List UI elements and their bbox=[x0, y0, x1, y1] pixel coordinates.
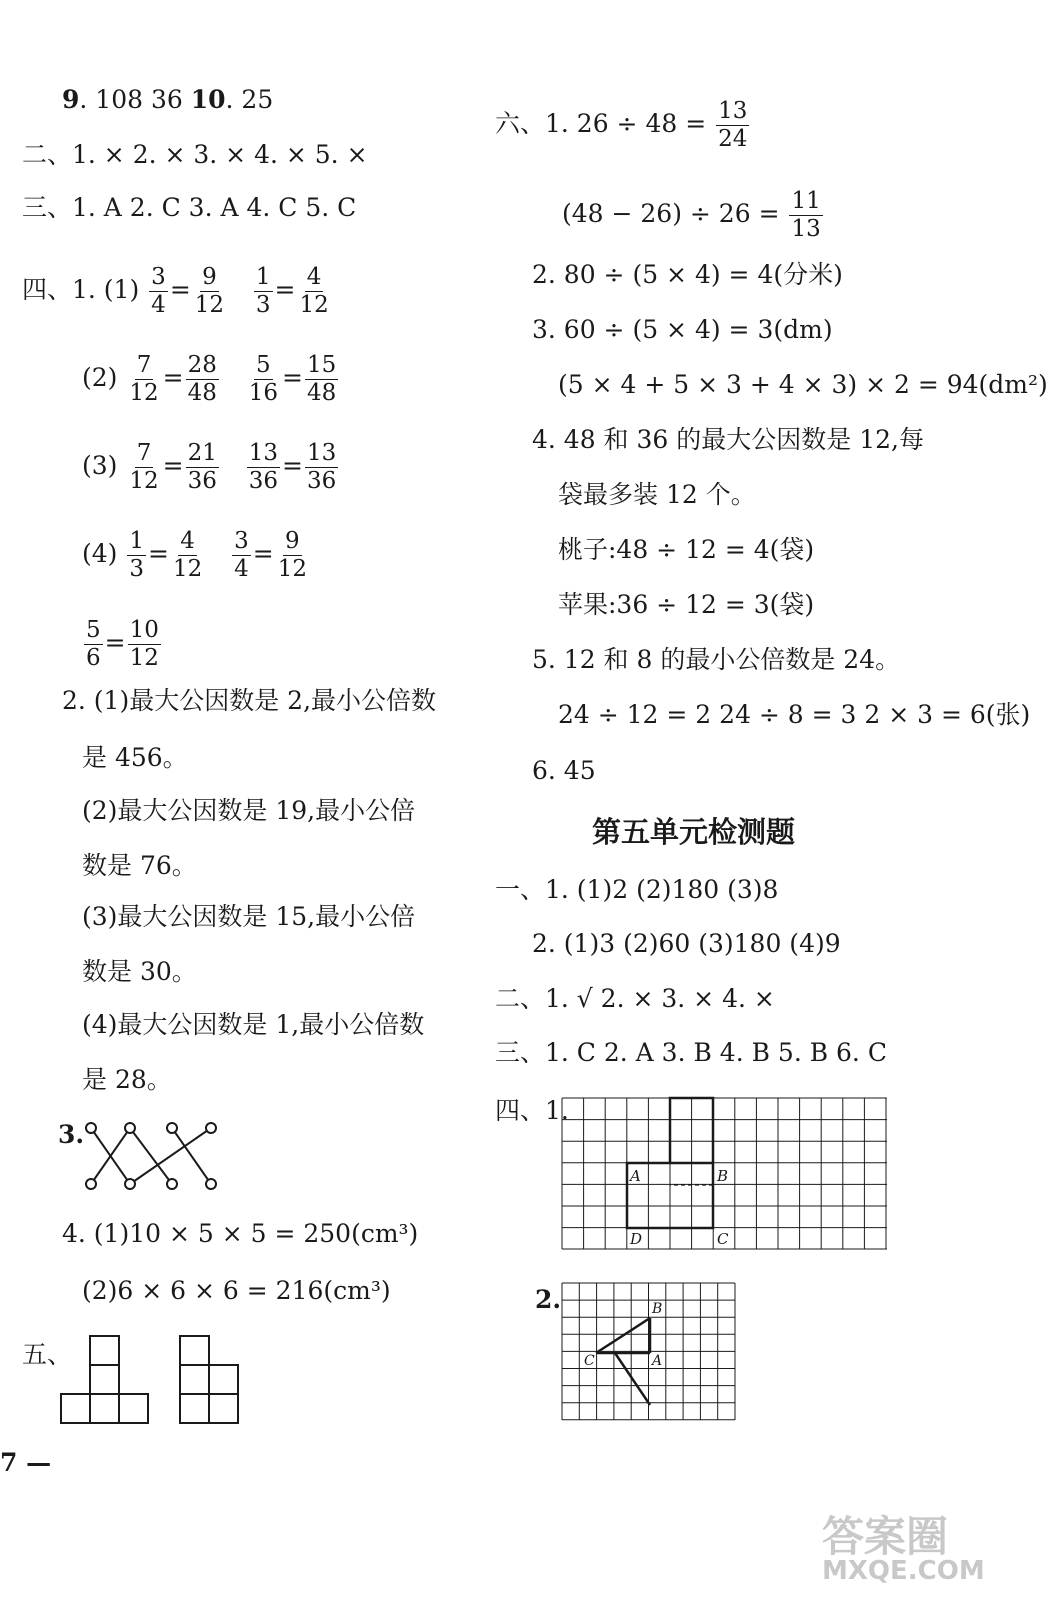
u5-section-1-q2: 2. (1)3 (2)60 (3)180 (4)9 bbox=[532, 929, 841, 958]
fraction: $\frac{5}{6}$ bbox=[86, 617, 101, 671]
q2-1-line-a: 2. (1)最大公因数是 2,最小公倍数 bbox=[62, 686, 437, 715]
fraction: $\frac{11}{13}$ bbox=[791, 188, 821, 242]
watermark-url: MXQE.COM bbox=[822, 1556, 985, 1586]
line-9-10: 9. 108 36 10. 25 bbox=[62, 85, 274, 114]
q4-volume-2: (2)6 × 6 × 6 = 216(cm³) bbox=[82, 1276, 391, 1305]
section-title: 第五单元检测题 bbox=[592, 815, 796, 849]
section-3-answers: 三、1. A 2. C 3. A 4. C 5. C bbox=[22, 193, 357, 222]
q2-1-line-b: 是 456。 bbox=[82, 743, 188, 772]
q4-5-line: $\frac{5}{6}$ = $\frac{10}{12}$ bbox=[86, 617, 159, 671]
fraction: $\frac{10}{12}$ bbox=[129, 617, 159, 671]
fraction: $\frac{3}{4}$ bbox=[234, 528, 249, 582]
point-label-B: B bbox=[717, 1167, 729, 1185]
fraction: $\frac{9}{12}$ bbox=[194, 264, 225, 318]
fraction: $\frac{1}{3}$ bbox=[129, 528, 145, 582]
fraction: $\frac{13}{36}$ bbox=[306, 440, 337, 494]
point-label-A: A bbox=[652, 1353, 663, 1369]
fraction: $\frac{7}{12}$ bbox=[129, 440, 159, 494]
u5-section-4-q2-label: 2. bbox=[535, 1285, 562, 1314]
u5-section-3: 三、1. C 2. A 3. B 4. B 5. B 6. C bbox=[495, 1038, 887, 1067]
cube-views-diagram bbox=[60, 1336, 250, 1428]
q2-4-line-b: 是 28。 bbox=[82, 1065, 172, 1094]
q4-4-line: (4) $\frac{1}{3}$ = $\frac{4}{12}$ $\frac{3}{4}$ = $\frac{9}{12}$ bbox=[82, 528, 307, 582]
r-q3-line: 3. 60 ÷ (5 × 4) = 3(dm) bbox=[532, 315, 833, 344]
page-number: 7 — bbox=[0, 1448, 52, 1477]
r-q4-line-d: 苹果:36 ÷ 12 = 3(袋) bbox=[558, 590, 815, 619]
fraction: $\frac{7}{12}$ bbox=[129, 352, 159, 406]
r-q6-line: 6. 45 bbox=[532, 756, 596, 785]
q2-3-line-a: (3)最大公因数是 15,最小公倍 bbox=[82, 902, 416, 931]
fraction: $\frac{5}{16}$ bbox=[248, 352, 279, 406]
point-label-C: C bbox=[717, 1230, 729, 1248]
u5-section-2: 二、1. √ 2. × 3. × 4. × bbox=[495, 984, 775, 1013]
r-q4-line-a: 4. 48 和 36 的最大公因数是 12,每 bbox=[532, 425, 924, 454]
u5-section-1: 一、1. (1)2 (2)180 (3)8 bbox=[495, 875, 779, 904]
q2-2-line-b: 数是 76。 bbox=[82, 851, 197, 880]
q4-1-line: 四、1. (1) $\frac{3}{4}$ = $\frac{9}{12}$ $\frac{1}{3}$ = $\frac{4}{12}$ bbox=[22, 264, 329, 318]
fraction: $\frac{21}{36}$ bbox=[187, 440, 217, 494]
q4-2-line: (2) $\frac{7}{12}$ = $\frac{28}{48}$ $\frac{5}{16}$ = $\frac{15}{48}$ bbox=[82, 352, 337, 406]
q4-3-line: (3) $\frac{7}{12}$ = $\frac{21}{36}$ $\frac{13}{36}$ = $\frac{13}{36}$ bbox=[82, 440, 337, 494]
grid-diagram-2 bbox=[562, 1283, 737, 1421]
r-q5-line: 5. 12 和 8 的最小公倍数是 24。 bbox=[532, 645, 901, 674]
fraction: $\frac{4}{12}$ bbox=[299, 264, 329, 318]
r-q4-line-c: 桃子:48 ÷ 12 = 4(袋) bbox=[558, 535, 815, 564]
point-label-D: D bbox=[630, 1230, 643, 1248]
matching-lines-diagram bbox=[82, 1118, 222, 1193]
fraction: $\frac{4}{12}$ bbox=[172, 528, 203, 582]
grid-diagram-1 bbox=[562, 1098, 890, 1250]
fraction: $\frac{13}{36}$ bbox=[248, 440, 279, 494]
q2-3-line-b: 数是 30。 bbox=[82, 957, 197, 986]
fraction: $\frac{28}{48}$ bbox=[187, 352, 217, 406]
q2-2-line-a: (2)最大公因数是 19,最小公倍 bbox=[82, 796, 416, 825]
u5-section-4-label: 四、1. bbox=[495, 1096, 569, 1125]
fraction: $\frac{13}{24}$ bbox=[718, 98, 748, 152]
fraction: $\frac{9}{12}$ bbox=[277, 528, 307, 582]
r-q1-line: 六、1. 26 ÷ 48 = $\frac{13}{24}$ bbox=[495, 98, 748, 152]
q2-4-line-a: (4)最大公因数是 1,最小公倍数 bbox=[82, 1010, 425, 1039]
watermark-logo: 答案圈 bbox=[822, 1512, 949, 1561]
q4-volume-1: 4. (1)10 × 5 × 5 = 250(cm³) bbox=[62, 1219, 419, 1248]
r-q2-line: 2. 80 ÷ (5 × 4) = 4(分米) bbox=[532, 260, 843, 289]
section-2-answers: 二、1. × 2. × 3. × 4. × 5. × bbox=[22, 140, 368, 169]
fraction: $\frac{1}{3}$ bbox=[255, 264, 271, 318]
r-q4-line-b: 袋最多装 12 个。 bbox=[558, 480, 756, 509]
r-q1-line-2: (48 − 26) ÷ 26 = $\frac{11}{13}$ bbox=[562, 188, 821, 242]
section-5-label: 五、 bbox=[22, 1340, 73, 1369]
q3-label: 3. bbox=[58, 1120, 85, 1149]
r-q3-line-2: (5 × 4 + 5 × 3 + 4 × 3) × 2 = 94(dm²) bbox=[558, 370, 1048, 399]
r-q5-line-2: 24 ÷ 12 = 2 24 ÷ 8 = 3 2 × 3 = 6(张) bbox=[558, 700, 1031, 729]
point-label-A: A bbox=[630, 1167, 641, 1185]
point-label-C: C bbox=[584, 1353, 595, 1369]
point-label-B: B bbox=[652, 1301, 663, 1317]
fraction: $\frac{15}{48}$ bbox=[306, 352, 337, 406]
fraction: $\frac{3}{4}$ bbox=[151, 264, 166, 318]
